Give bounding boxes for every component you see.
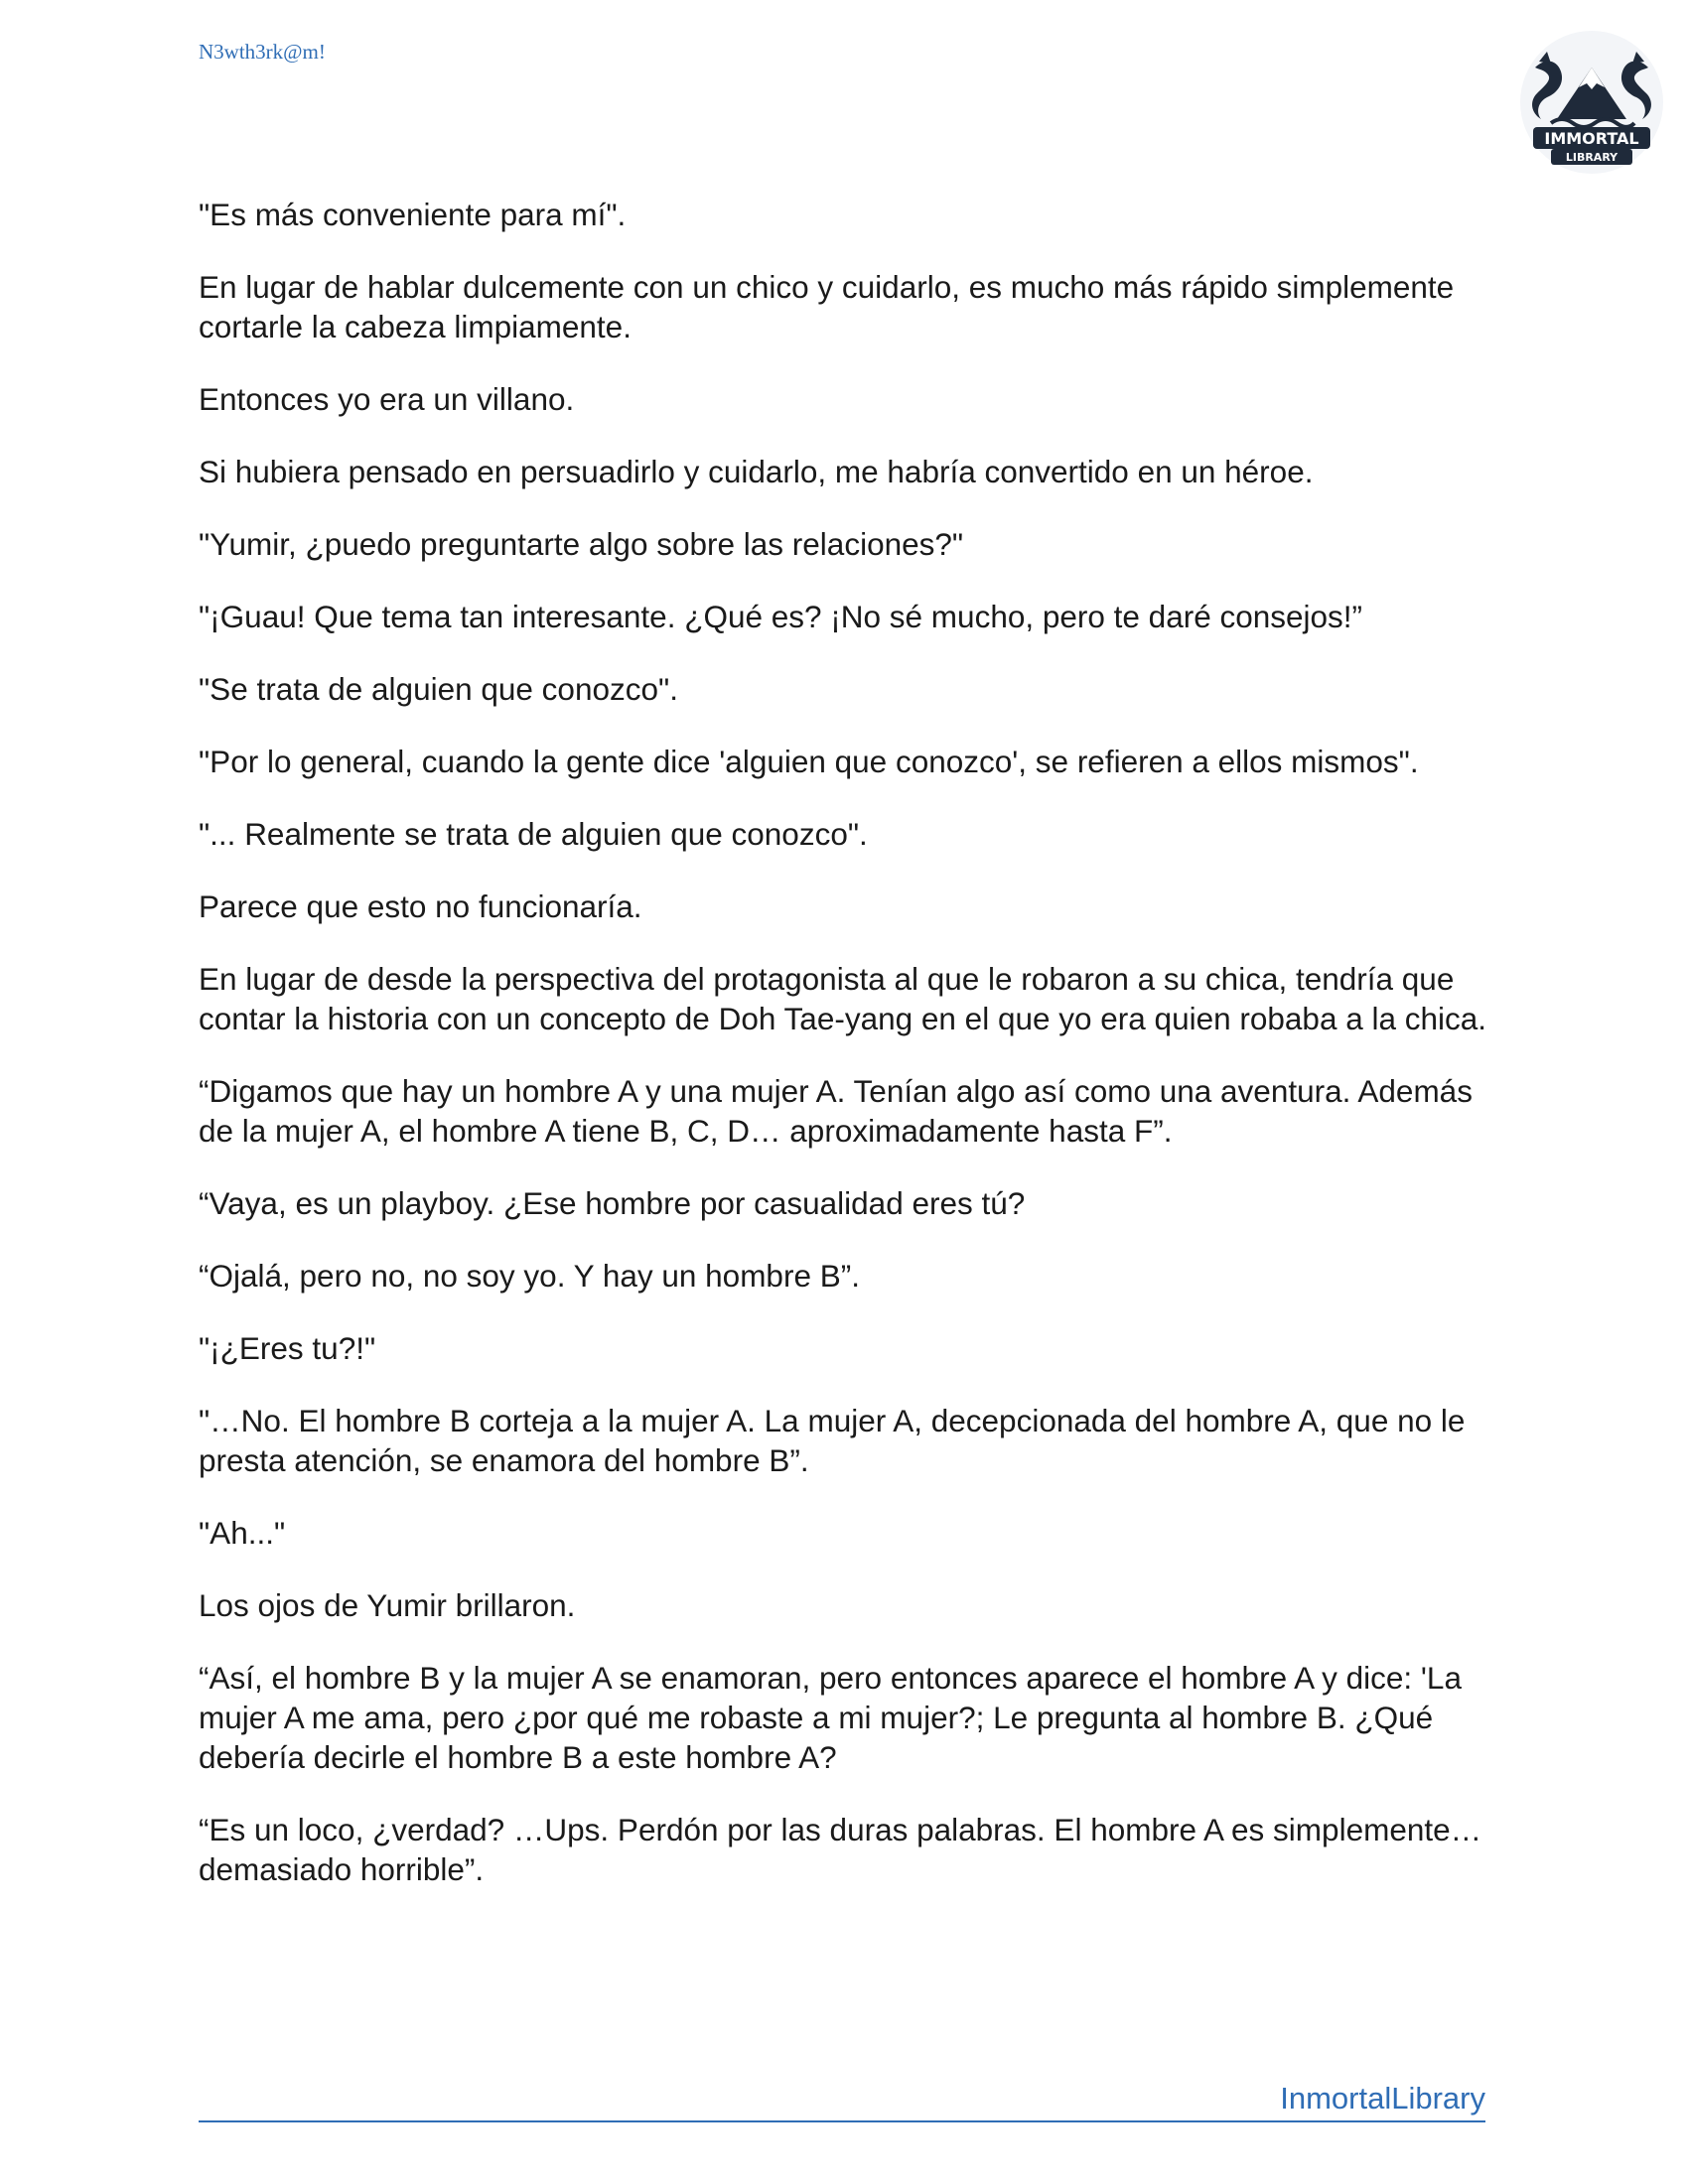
logo-line1: IMMORTAL xyxy=(1544,129,1639,148)
paragraph: “Ojalá, pero no, no soy yo. Y hay un hombre B”. xyxy=(199,1258,860,1294)
paragraph: Entonces yo era un villano. xyxy=(199,381,575,417)
story-body xyxy=(199,195,1489,1922)
paragraph: Los ojos de Yumir brillaron. xyxy=(199,1587,576,1623)
paragraph: Parece que esto no funcionaría. xyxy=(199,888,642,924)
paragraph: "Se trata de alguien que conozco". xyxy=(199,671,678,707)
immortal-library-logo xyxy=(1517,28,1666,177)
paragraph: "... Realmente se trata de alguien que conozco". xyxy=(199,816,868,852)
paragraph: "Por lo general, cuando la gente dice 'alguien que conozco', se refieren a ellos mismos". xyxy=(199,744,1419,779)
paragraph: En lugar de hablar dulcemente con un chico y cuidarlo, es mucho más rápido simplemente cortarle la cabeza limpiamente. xyxy=(199,269,1455,344)
paragraph: "Es más conveniente para mí". xyxy=(199,197,627,232)
paragraph: En lugar de desde la perspectiva del protagonista al que le robaron a su chica, tendría que contar la historia con un concepto de Doh Tae-yang en el que yo era quien robaba a la chica. xyxy=(199,961,1487,1036)
paragraph: “Digamos que hay un hombre A y una mujer A. Tenían algo así como una aventura. Además de la mujer A, el hombre A tiene B, C, D… aproximadamente hasta F”. xyxy=(199,1073,1473,1149)
paragraph: "Ah..." xyxy=(199,1515,286,1551)
paragraph: “Es un loco, ¿verdad? …Ups. Perdón por las duras palabras. El hombre A es simplemente… demasiado horrible”. xyxy=(199,1812,1482,1887)
header-watermark-text: N3wth3rk@m! xyxy=(199,40,326,64)
footer-rule xyxy=(199,2081,1485,2122)
footer-link[interactable]: InmortalLibrary xyxy=(1280,2081,1485,2116)
paragraph: "¡¿Eres tu?!" xyxy=(199,1330,376,1366)
paragraph: "¡Guau! Que tema tan interesante. ¿Qué es? ¡No sé mucho, pero te daré consejos!” xyxy=(199,599,1363,634)
paragraph: "…No. El hombre B corteja a la mujer A. La mujer A, decepcionada del hombre A, que no le presta atención, se enamora del hombre B”. xyxy=(199,1403,1466,1478)
paragraph: “Vaya, es un playboy. ¿Ese hombre por casualidad eres tú? xyxy=(199,1185,1026,1221)
logo-line2: LIBRARY xyxy=(1565,151,1618,164)
paragraph: Si hubiera pensado en persuadirlo y cuidarlo, me habría convertido en un héroe. xyxy=(199,454,1314,489)
paragraph: “Así, el hombre B y la mujer A se enamoran, pero entonces aparece el hombre A y dice: 'La mujer A me ama, pero ¿por qué me robaste a mi mujer?; Le pregunta al hombre B. ¿Qué debería decirle el hombre B a este hombre A? xyxy=(199,1660,1462,1775)
paragraph: "Yumir, ¿puedo preguntarte algo sobre las relaciones?" xyxy=(199,526,964,562)
